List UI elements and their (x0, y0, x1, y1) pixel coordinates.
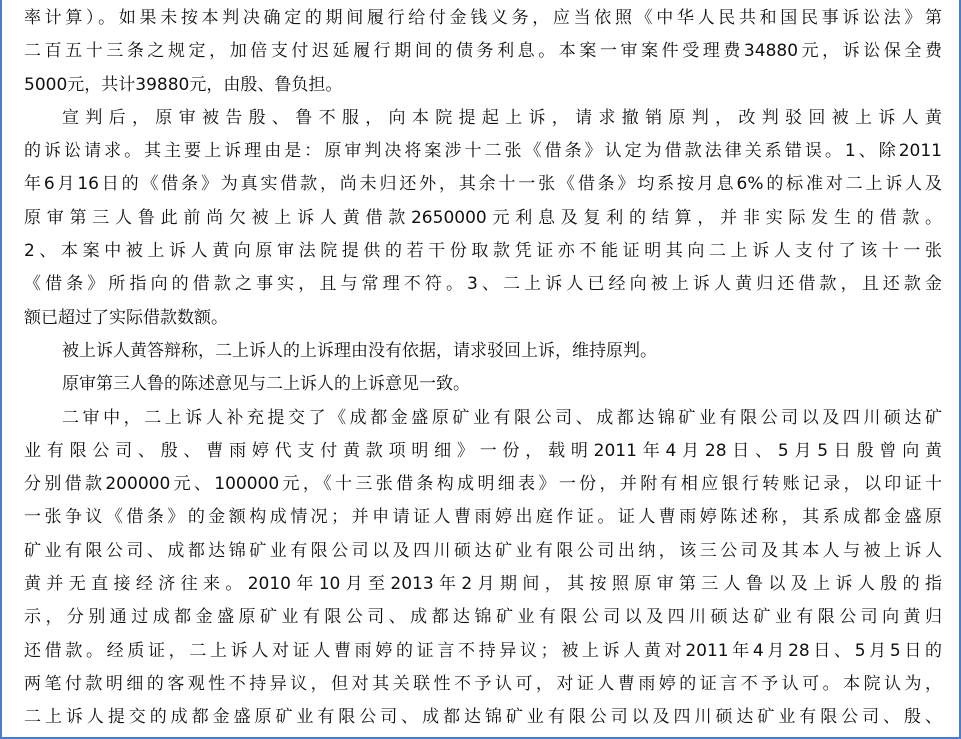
text-line: 分别借款200000元、100000元，《十三张借条构成明细表》一份，并附有相应银行转账记录，以印证十 (24, 474, 942, 495)
text-line: 2、本案中被上诉人黄向原审法院提供的若干份取款凭证亦不能证明其向二上诉人支付了该十一张 (24, 241, 942, 262)
text-line: 二审中，二上诉人补充提交了《成都金盛原矿业有限公司、成都达锦矿业有限公司以及四川硕达矿 (62, 407, 942, 428)
text-line: 的诉讼请求。其主要上诉理由是：原审判决将案涉十二张《借条》认定为借款法律关系错误。1、除2011 (24, 141, 942, 162)
text-line: 额已超过了实际借款数额。 (24, 307, 228, 328)
text-line: 率计算）。如果未按本判决确定的期间履行给付金钱义务，应当依照《中华人民共和国民事诉讼法》第 (24, 8, 942, 28)
text-line: 《借条》所指向的借款之事实，且与常理不符。3、二上诉人已经向被上诉人黄归还借款，且还款金 (24, 274, 942, 295)
text-line: 原审第三人鲁的陈述意见与二上诉人的上诉意见一致。 (62, 374, 470, 395)
text-line: 宣判后，原审被告殷、鲁不服，向本院提起上诉，请求撤销原判，改判驳回被上诉人黄 (62, 107, 942, 128)
text-line: 5000元，共计39880元，由殷、鲁负担。 (24, 74, 343, 95)
text-line: 矿业有限公司、成都达锦矿业有限公司以及四川硕达矿业有限公司出纳，该三公司及其本人与被上诉人 (24, 540, 942, 561)
text-line: 业有限公司、殷、曹雨婷代支付黄款项明细》一份，载明2011年4月28日、5月5日殷曾向黄 (24, 440, 942, 461)
text-line: 原审第三人鲁此前尚欠被上诉人黄借款2650000元利息及复利的结算，并非实际发生的借款。 (24, 207, 942, 228)
text-line: 示，分别通过成都金盛原矿业有限公司、成都达锦矿业有限公司以及四川硕达矿业有限公司向黄归 (24, 607, 942, 628)
text-line: 两笔付款明细的客观性不持异议，但对其关联性不予认可，对证人曹雨婷的证言不予认可。本院认为， (24, 673, 942, 694)
text-line: 被上诉人黄答辩称，二上诉人的上诉理由没有依据，请求驳回上诉，维持原判。 (62, 340, 657, 361)
text-line: 黄并无直接经济往来。2010年10月至2013年2月期间，其按照原审第三人鲁以及上诉人殷的指 (24, 574, 942, 595)
text-line: 二上诉人提交的成都金盛原矿业有限公司、成都达锦矿业有限公司以及四川硕达矿业有限公司、殷、 (24, 707, 942, 728)
text-line: 年6月16日的《借条》为真实借款，尚未归还外，其余十一张《借条》均系按月息6%的标准对二上诉人及 (24, 174, 942, 195)
judgment-text-body (24, 2, 942, 735)
text-line: 二百五十三条之规定，加倍支付迟延履行期间的债务利息。本案一审案件受理费34880元，诉讼保全费 (24, 41, 942, 62)
text-line: 还借款。经质证，二上诉人对证人曹雨婷的证言不持异议；被上诉人黄对2011年4月28日、5月5日的 (24, 640, 942, 661)
text-line: 一张争议《借条》的金额构成情况；并申请证人曹雨婷出庭作证。证人曹雨婷陈述称，其系成都金盛原 (24, 507, 942, 528)
